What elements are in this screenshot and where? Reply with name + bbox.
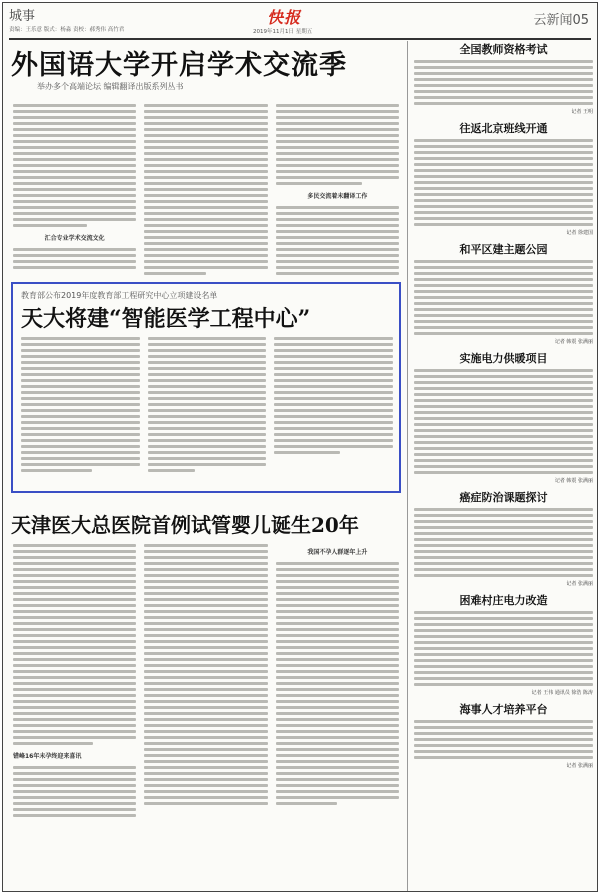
brief-title: 和平区建主题公园 <box>459 243 548 256</box>
boxed-story-col-2 <box>148 334 267 475</box>
section-title: 城事 <box>9 9 36 24</box>
third-story-col-2 <box>144 541 267 820</box>
main-story-col-2 <box>144 101 267 278</box>
third-story-subhead-2: 错峰16年未孕终迎来喜讯 <box>13 753 82 760</box>
brief-byline: 记者 王明 <box>571 109 593 115</box>
highlighted-story-box <box>11 282 401 493</box>
main-story-col-3 <box>276 101 399 278</box>
boxed-story-col-3 <box>274 334 393 475</box>
boxed-story-kicker: 教育部公布2019年度教育部工程研究中心立项建设名单 <box>21 291 218 300</box>
page-label: 云新闻05 <box>533 13 589 28</box>
brief-byline: 记者 张满丽 <box>566 581 593 587</box>
editors-credit: 责编：王乐意 版式：杨淼 责校：郝秀伟 高竹君 <box>9 27 125 33</box>
brief-byline: 记者 王伟 通讯员 徐浩 陈涛 <box>531 690 593 696</box>
brief-byline: 记者 韩震 张满丽 <box>554 339 593 345</box>
main-story-body <box>13 101 399 278</box>
third-story-col-3 <box>276 541 399 820</box>
news-briefs-sidebar <box>407 41 593 891</box>
brief-item <box>414 241 593 345</box>
brief-title: 困难村庄电力改造 <box>459 594 548 607</box>
brief-title: 往返北京班线开通 <box>459 122 548 135</box>
main-headline: 外国语大学开启学术交流季 <box>11 50 347 81</box>
masthead-rule <box>9 38 591 40</box>
main-story-subhead-2: 多民交流着未翻译工作 <box>307 193 368 200</box>
main-story-subhead-1: 汇合专业学术交流文化 <box>44 235 105 242</box>
boxed-story-col-1 <box>21 334 140 475</box>
third-story-col-1 <box>13 541 136 820</box>
third-story-subhead-1: 我国不孕人群逐年上升 <box>307 549 368 556</box>
issue-date: 2019年11月1日 星期五 <box>253 29 313 35</box>
brief-item <box>414 489 593 587</box>
boxed-story-headline: 天大将建“智能医学工程中心” <box>21 306 311 332</box>
brief-title: 全国教师资格考试 <box>459 43 548 56</box>
boxed-story-body <box>21 334 393 475</box>
brief-byline: 记者 韩震 张满丽 <box>554 478 593 484</box>
brief-title: 癌症防治课题探讨 <box>459 491 548 504</box>
newspaper-page <box>2 2 598 892</box>
main-subheadline: 举办多个高端论坛 编辑翻译出版系列丛书 <box>37 82 184 91</box>
brief-title: 海事人才培养平台 <box>459 703 548 716</box>
third-story-headline: 天津医大总医院首例试管婴儿诞生20年 <box>11 513 359 537</box>
third-story-body <box>13 541 399 820</box>
brief-item <box>414 350 593 484</box>
brief-item <box>414 701 593 769</box>
brief-item <box>414 41 593 115</box>
brief-title: 实施电力供暖项目 <box>459 352 548 365</box>
brief-byline: 记者 张满丽 <box>566 763 593 769</box>
brief-item <box>414 120 593 236</box>
masthead <box>3 3 597 39</box>
kuaibao-logo: 快报 <box>267 8 302 27</box>
brief-byline: 记者 徐建国 <box>566 230 593 236</box>
brief-item <box>414 592 593 696</box>
main-story-col-1 <box>13 101 136 278</box>
